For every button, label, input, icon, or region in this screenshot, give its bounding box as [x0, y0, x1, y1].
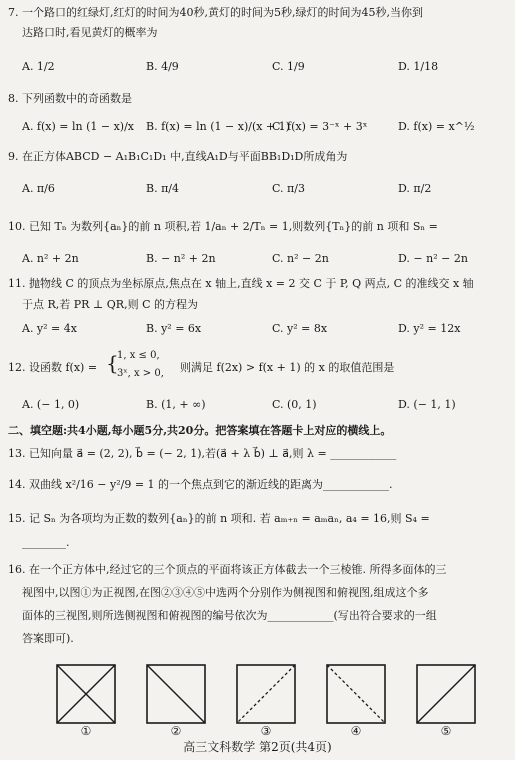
q16-line-2: 视图中,以图①为正视图,在图②③④⑤中选两个分别作为侧视图和俯视图,组成这个多	[22, 586, 429, 599]
figure-1-drawing	[56, 664, 116, 724]
figure-1	[56, 664, 116, 724]
q8-option-b: B. f(x) = ln (1 − x)/(x + 1)	[146, 120, 290, 133]
q16-line-3: 面体的三视图,则所选侧视图和俯视图的编号依次为____________(写出符合要求的一组	[22, 609, 437, 622]
q9-stem: 9. 在正方体ABCD − A₁B₁C₁D₁ 中,直线A₁D与平面BB₁D₁D所成角为	[8, 150, 348, 163]
q12-piece-2: 3ˣ, x > 0,	[117, 368, 164, 379]
q11-stem-cont: 于点 R,若 PR ⊥ QR,则 C 的方程为	[22, 298, 198, 311]
figure-5-drawing	[416, 664, 476, 724]
q12-option-b: B. (1, + ∞)	[146, 398, 206, 411]
three-view-figures	[56, 664, 476, 738]
q12-stem-prefix: 12. 设函数 f(x) =	[8, 361, 98, 374]
figure-5	[416, 664, 476, 724]
figure-5-label: ⑤	[440, 724, 452, 738]
q12-brace: {	[106, 351, 119, 375]
q15-text-cont: ________.	[22, 536, 70, 549]
q14-text: 14. 双曲线 x²/16 − y²/9 = 1 的一个焦点到它的渐近线的距离为____________.	[8, 478, 393, 491]
q7-option-a: A. 1/2	[22, 60, 55, 73]
figure-3	[236, 664, 296, 724]
figure-2-label: ②	[170, 724, 182, 738]
q9-option-b: B. π/4	[146, 182, 180, 195]
q9-option-d: D. π/2	[398, 182, 432, 195]
q16-line-1: 16. 在一个正方体中,经过它的三个顶点的平面将该正方体截去一个三棱锥. 所得多面体的三	[8, 563, 447, 576]
figure-4-label: ④	[350, 724, 362, 738]
q11-option-c: C. y² = 8x	[272, 322, 328, 335]
q7-option-d: D. 1/18	[398, 60, 439, 73]
q9-option-a: A. π/6	[22, 182, 55, 195]
q11-option-d: D. y² = 12x	[398, 322, 461, 335]
q8-option-c: C. f(x) = 3⁻ˣ + 3ˣ	[272, 120, 368, 133]
q16-line-4: 答案即可).	[22, 632, 74, 645]
q12-piece-1: 1, x ≤ 0,	[117, 350, 160, 361]
q7-stem-cont: 达路口时,看见黄灯的概率为	[22, 26, 158, 39]
q10-option-c: C. n² − 2n	[272, 252, 329, 265]
q13-text: 13. 已知向量 a⃗ = (2, 2), b⃗ = (− 2, 1),若(a⃗ + λ b⃗) ⊥ a⃗,则 λ = ____________	[8, 447, 397, 460]
page-footer: 高三文科数学 第2页(共4页)	[183, 740, 332, 754]
q8-option-d: D. f(x) = x^½	[398, 120, 475, 133]
figure-2	[146, 664, 206, 724]
q10-option-b: B. − n² + 2n	[146, 252, 216, 265]
q15-text: 15. 记 Sₙ 为各项均为正数的数列{aₙ}的前 n 项和. 若 aₘ₊ₙ = aₘaₙ, a₄ = 16,则 S₄ =	[8, 512, 430, 525]
q7-stem: 7. 一个路口的红绿灯,红灯的时间为40秒,黄灯的时间为5秒,绿灯的时间为45秒,当你到	[8, 6, 423, 19]
section-2-header: 二、填空题:共4小题,每小题5分,共20分。把答案填在答题卡上对应的横线上。	[8, 424, 392, 437]
q11-option-a: A. y² = 4x	[22, 322, 77, 335]
q8-option-a: A. f(x) = ln (1 − x)/x	[22, 120, 135, 133]
figure-4-drawing	[326, 664, 386, 724]
q7-option-b: B. 4/9	[146, 60, 179, 73]
q10-option-d: D. − n² − 2n	[398, 252, 468, 265]
figure-3-drawing	[236, 664, 296, 724]
q11-stem: 11. 抛物线 C 的顶点为坐标原点,焦点在 x 轴上,直线 x = 2 交 C 于 P, Q 两点, C 的准线交 x 轴	[8, 277, 474, 290]
q8-stem: 8. 下列函数中的奇函数是	[8, 92, 132, 105]
q10-stem: 10. 已知 Tₙ 为数列{aₙ}的前 n 项积,若 1/aₙ + 2/Tₙ = 1,则数列{Tₙ}的前 n 项和 Sₙ =	[8, 220, 438, 233]
q7-option-c: C. 1/9	[272, 60, 305, 73]
q12-option-d: D. (− 1, 1)	[398, 398, 456, 411]
figure-1-label: ①	[80, 724, 92, 738]
figure-2-drawing	[146, 664, 206, 724]
q9-option-c: C. π/3	[272, 182, 305, 195]
q12-option-c: C. (0, 1)	[272, 398, 317, 411]
q10-option-a: A. n² + 2n	[22, 252, 79, 265]
figure-3-label: ③	[260, 724, 272, 738]
q12-option-a: A. (− 1, 0)	[22, 398, 80, 411]
q12-stem-suffix: 则满足 f(2x) > f(x + 1) 的 x 的取值范围是	[180, 361, 395, 374]
figure-4	[326, 664, 386, 724]
q11-option-b: B. y² = 6x	[146, 322, 202, 335]
